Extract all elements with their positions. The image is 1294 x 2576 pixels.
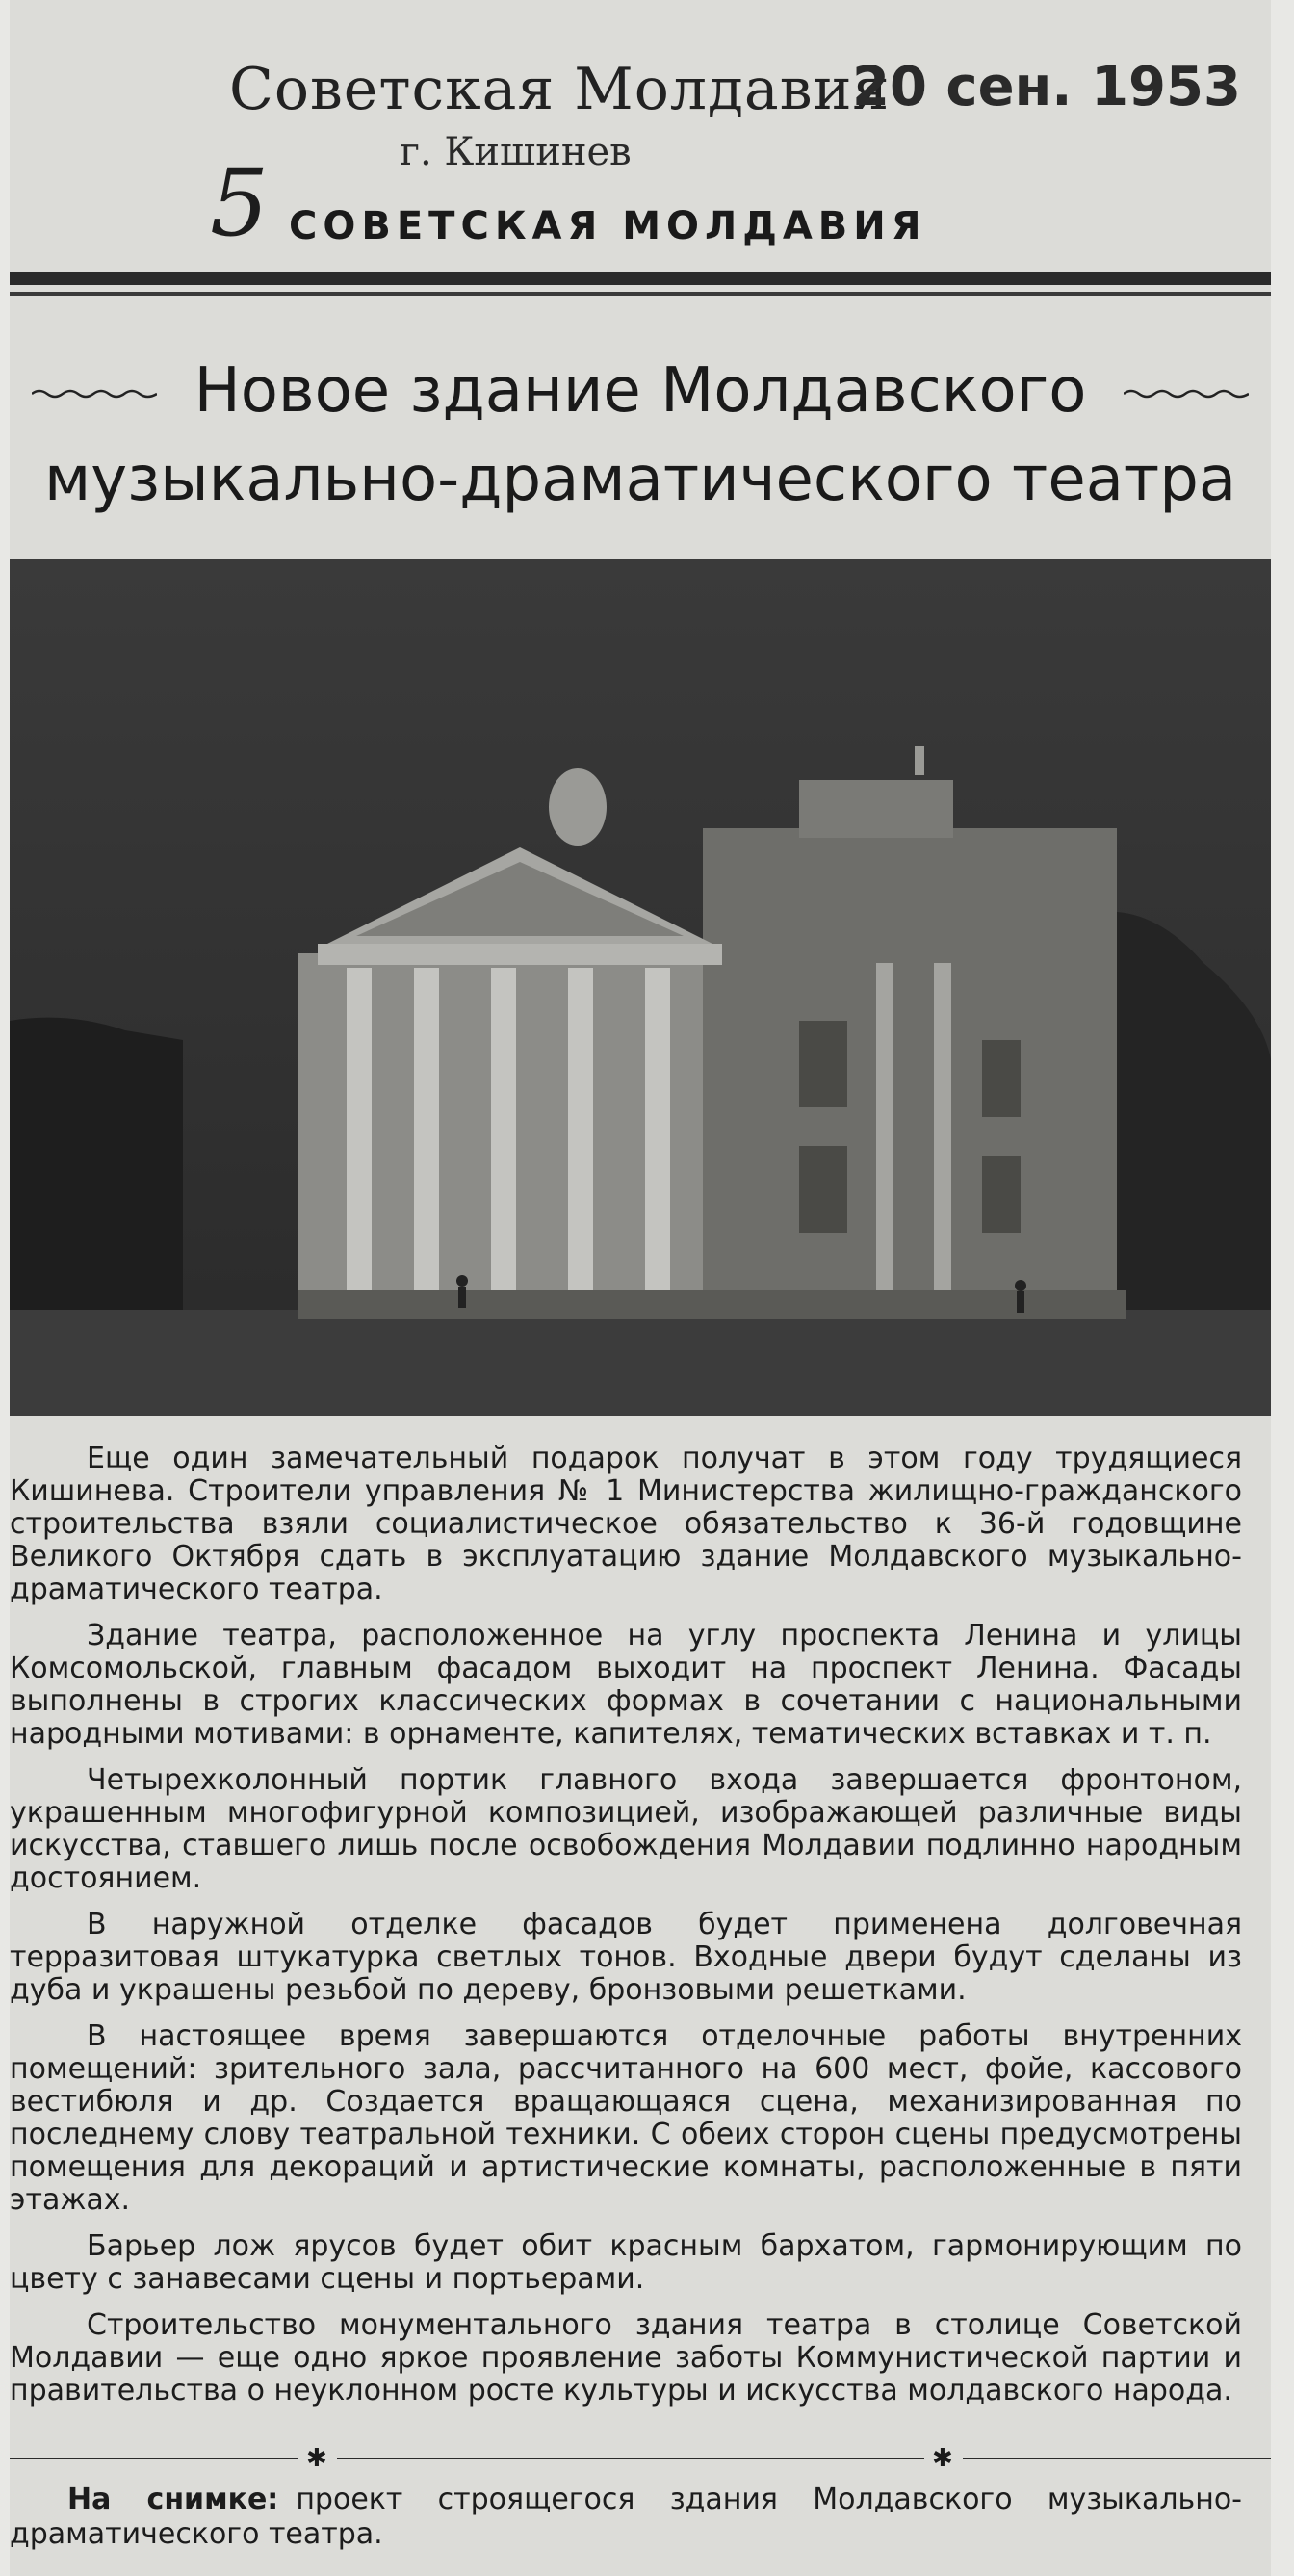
masthead-rule-thick	[10, 272, 1271, 285]
theatre-building-illustration	[10, 559, 1271, 1416]
article-paragraph: Строительство монументального здания театра в столице Советской Молдавии — еще одно яркое проявление заботы Коммунистической партии и правительства о неуклонном росте культуры и искусства молдавского народа.	[10, 2308, 1242, 2407]
article-paragraph: Еще один замечательный подарок получат в этом году трудящиеся Кишинева. Строители управления № 1 Министерства жилищно-гражданского строительства взяли социалистическое обязательство к 36-й годовщине Великого Октября сдать в эксплуатацию здание Молдавского музыкально-драматического театра.	[10, 1442, 1242, 1606]
photo-caption	[10, 2483, 1242, 2552]
article-paragraph: Здание театра, расположенное на углу проспекта Ленина и улицы Комсомольской, главным фасадом выходит на проспект Ленина. Фасады выполнены в строгих классических формах в сочетании с национальными народными мотивами: в орнаменте, капителях, тематических вставках и т. п.	[10, 1619, 1242, 1751]
caption-lead: На снимке:	[67, 2483, 279, 2516]
wave-ornament-left-icon	[32, 387, 157, 401]
headline-line-2: музыкально-драматического театра	[43, 444, 1237, 515]
article-body	[10, 1443, 1242, 2421]
clipping-stamp-newspaper: Советская Молдавия	[229, 56, 891, 123]
handwritten-page-number: 5	[210, 149, 270, 257]
separator-line-right	[963, 2458, 1271, 2459]
separator-line-middle	[337, 2458, 924, 2459]
asterisk-icon: ✱	[932, 2444, 953, 2473]
article-paragraph: В наружной отделке фасадов будет применена долговечная терразитовая штукатурка светлых тонов. Входные двери будут сделаны из дуба и украшены резьбой по дереву, бронзовыми решетками.	[10, 1908, 1242, 2007]
caption-separator	[10, 2444, 1271, 2473]
article-paragraph: Барьер лож ярусов будет обит красным бархатом, гармонирующим по цвету с занавесами сцены и портьерами.	[10, 2229, 1242, 2296]
clipping-stamp-date: 20 сен. 1953	[852, 56, 1241, 118]
article-headline	[10, 347, 1271, 524]
article-paragraph: Четырехколонный портик главного входа завершается фронтоном, украшенным многофигурной композицией, изображающей различные виды искусства, ставшего лишь после освобождения Молдавии подлинно народным достоянием.	[10, 1763, 1242, 1895]
newspaper-masthead: СОВЕТСКАЯ МОЛДАВИЯ	[289, 204, 927, 248]
wave-ornament-right-icon	[1124, 387, 1249, 401]
masthead-rule-thin	[10, 292, 1271, 296]
separator-line-left	[10, 2458, 298, 2459]
clipping-stamp-city: г. Кишинев	[400, 130, 632, 174]
headline-line-1: Новое здание Молдавского	[194, 355, 1087, 427]
asterisk-icon: ✱	[306, 2444, 327, 2473]
caption-text: проект строящегося здания Молдавского музыкально-драматического театра.	[10, 2483, 1243, 2551]
theatre-photo	[10, 559, 1271, 1416]
article-paragraph: В настоящее время завершаются отделочные работы внутренних помещений: зрительного зала, рассчитанного на 600 мест, фойе, кассового вестибюля и др. Создается вращающаяся сцена, механизированная по последнему слову театральной техники. С обеих сторон сцены предусмотрены помещения для декораций и артистические комнаты, расположенные в пяти этажах.	[10, 2019, 1242, 2217]
